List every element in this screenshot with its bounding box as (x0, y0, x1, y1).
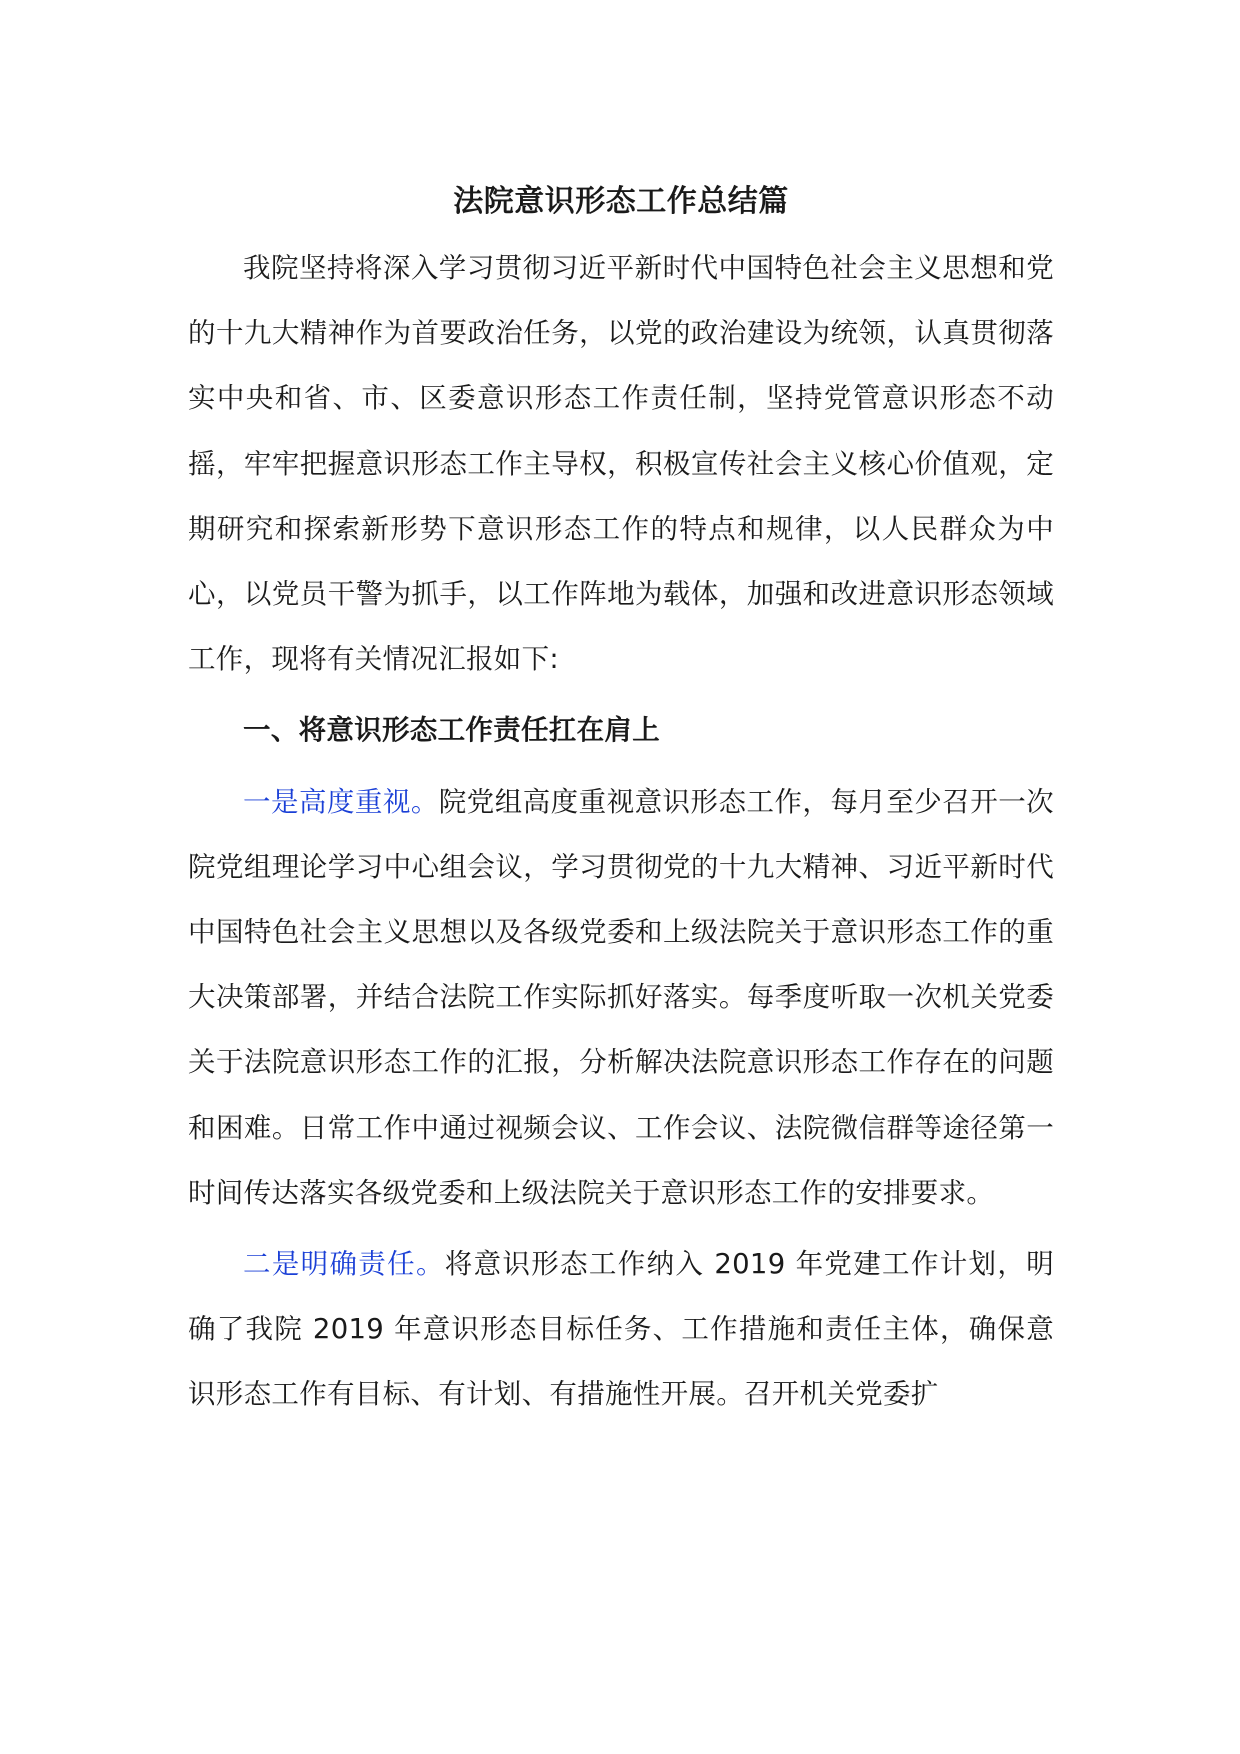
point-2-paragraph (188, 1232, 1054, 1428)
intro-paragraph: 我院坚持将深入学习贯彻习近平新时代中国特色社会主义思想和党的十九大精神作为首要政治任务，以党的政治建设为统领，认真贯彻落实中央和省、市、区委意识形态工作责任制，坚持党管意识形态不动摇，牢牢把握意识形态工作主导权，积极宣传社会主义核心价值观，定期研究和探索新形势下意识形态工作的特点和规律，以人民群众为中心，以党员干警为抓手，以工作阵地为载体，加强和改进意识形态领域工作，现将有关情况汇报如下: (188, 252, 1054, 676)
point-2-text: 将意识形态工作纳入 2019 年党建工作计划，明确了我院 2019 年意识形态目标任务、工作措施和责任主体，确保意识形态工作有目标、有计划、有措施性开展。召开机关党委扩 (188, 1248, 1054, 1411)
document-title: 法院意识形态工作总结篇 (453, 184, 789, 219)
section-heading: 一、将意识形态工作责任扛在肩上 (243, 714, 660, 747)
document-page (188, 168, 1054, 1428)
point-1-paragraph (188, 770, 1054, 1226)
point-1-text: 院党组高度重视意识形态工作，每月至少召开一次院党组理论学习中心组会议，学习贯彻党的十九大精神、习近平新时代中国特色社会主义思想以及各级党委和上级法院关于意识形态工作的重大决策部署，并结合法院工作实际抓好落实。每季度听取一次机关党委关于法院意识形态工作的汇报，分析解决法院意识形态工作存在的问题和困难。日常工作中通过视频会议、工作会议、法院微信群等途径第一时间传达落实各级党委和上级法院关于意识形态工作的安排要求。 (188, 785, 1054, 1209)
point-1-lead: 一是高度重视。 (243, 785, 439, 818)
point-2-lead: 二是明确责任。 (243, 1248, 445, 1281)
